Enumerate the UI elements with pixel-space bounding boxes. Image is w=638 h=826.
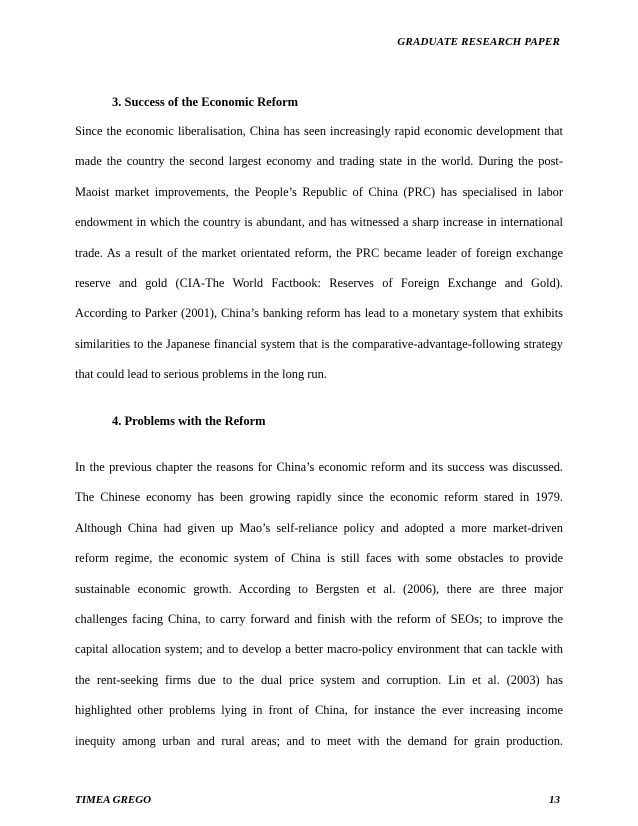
text-line: challenges facing China, to carry forward and finish with the reform of SEOs; to improve the — [75, 611, 563, 626]
text-line: sustainable economic growth. According to Bergsten et al. (2006), there are three major — [75, 581, 563, 596]
text-line: trade. As a result of the market orientated reform, the PRC became leader of foreign exchange — [75, 245, 563, 260]
text-line: According to Parker (2001), China’s banking reform has lead to a monetary system that exhibits — [75, 306, 563, 321]
section-4-heading: 4. Problems with the Reform — [112, 414, 266, 428]
text-line: Although China had given up Mao’s self-reliance policy and adopted a more market-driven — [75, 520, 563, 535]
text-line: that could lead to serious problems in the long run. — [75, 367, 327, 382]
section-3-heading: 3. Success of the Economic Reform — [112, 95, 299, 109]
text-line: Since the economic liberalisation, China has seen increasingly rapid economic development that — [75, 124, 563, 138]
text-line: similarities to the Japanese financial system that is the comparative-advantage-following strategy — [75, 336, 563, 351]
section-3-paragraph — [75, 122, 563, 396]
text-line: endowment in which the country is abundant, and has witnessed a sharp increase in international — [75, 215, 563, 230]
section-4-paragraph — [75, 458, 563, 762]
footer-author: TIMEA GREGO — [75, 794, 152, 806]
text-line: reform regime, the economic system of China is still faces with some obstacles to provide — [75, 551, 563, 566]
text-line: Maoist market improvements, the People’s Republic of China (PRC) has specialised in labor — [75, 184, 563, 199]
text-line: highlighted other problems lying in front of China, for instance the ever increasing income — [75, 703, 563, 718]
text-line: made the country the second largest economy and trading state in the world. During the post- — [75, 154, 563, 169]
text-line: In the previous chapter the reasons for China’s economic reform and its success was discussed. — [75, 460, 563, 474]
text-line: The Chinese economy has been growing rapidly since the economic reform stared in 1979. — [75, 490, 563, 505]
text-line: reserve and gold (CIA-The World Factbook: Reserves of Foreign Exchange and Gold). — [75, 275, 563, 290]
page-number: 13 — [549, 794, 560, 806]
text-line: capital allocation system; and to develop a better macro-policy environment that can tackle with — [75, 642, 563, 657]
running-header: GRADUATE RESEARCH PAPER — [397, 36, 560, 48]
text-line: the rent-seeking firms due to the dual price system and corruption. Lin et al. (2003) has — [75, 672, 563, 687]
text-line: inequity among urban and rural areas; and to meet with the demand for grain production. — [75, 733, 563, 748]
